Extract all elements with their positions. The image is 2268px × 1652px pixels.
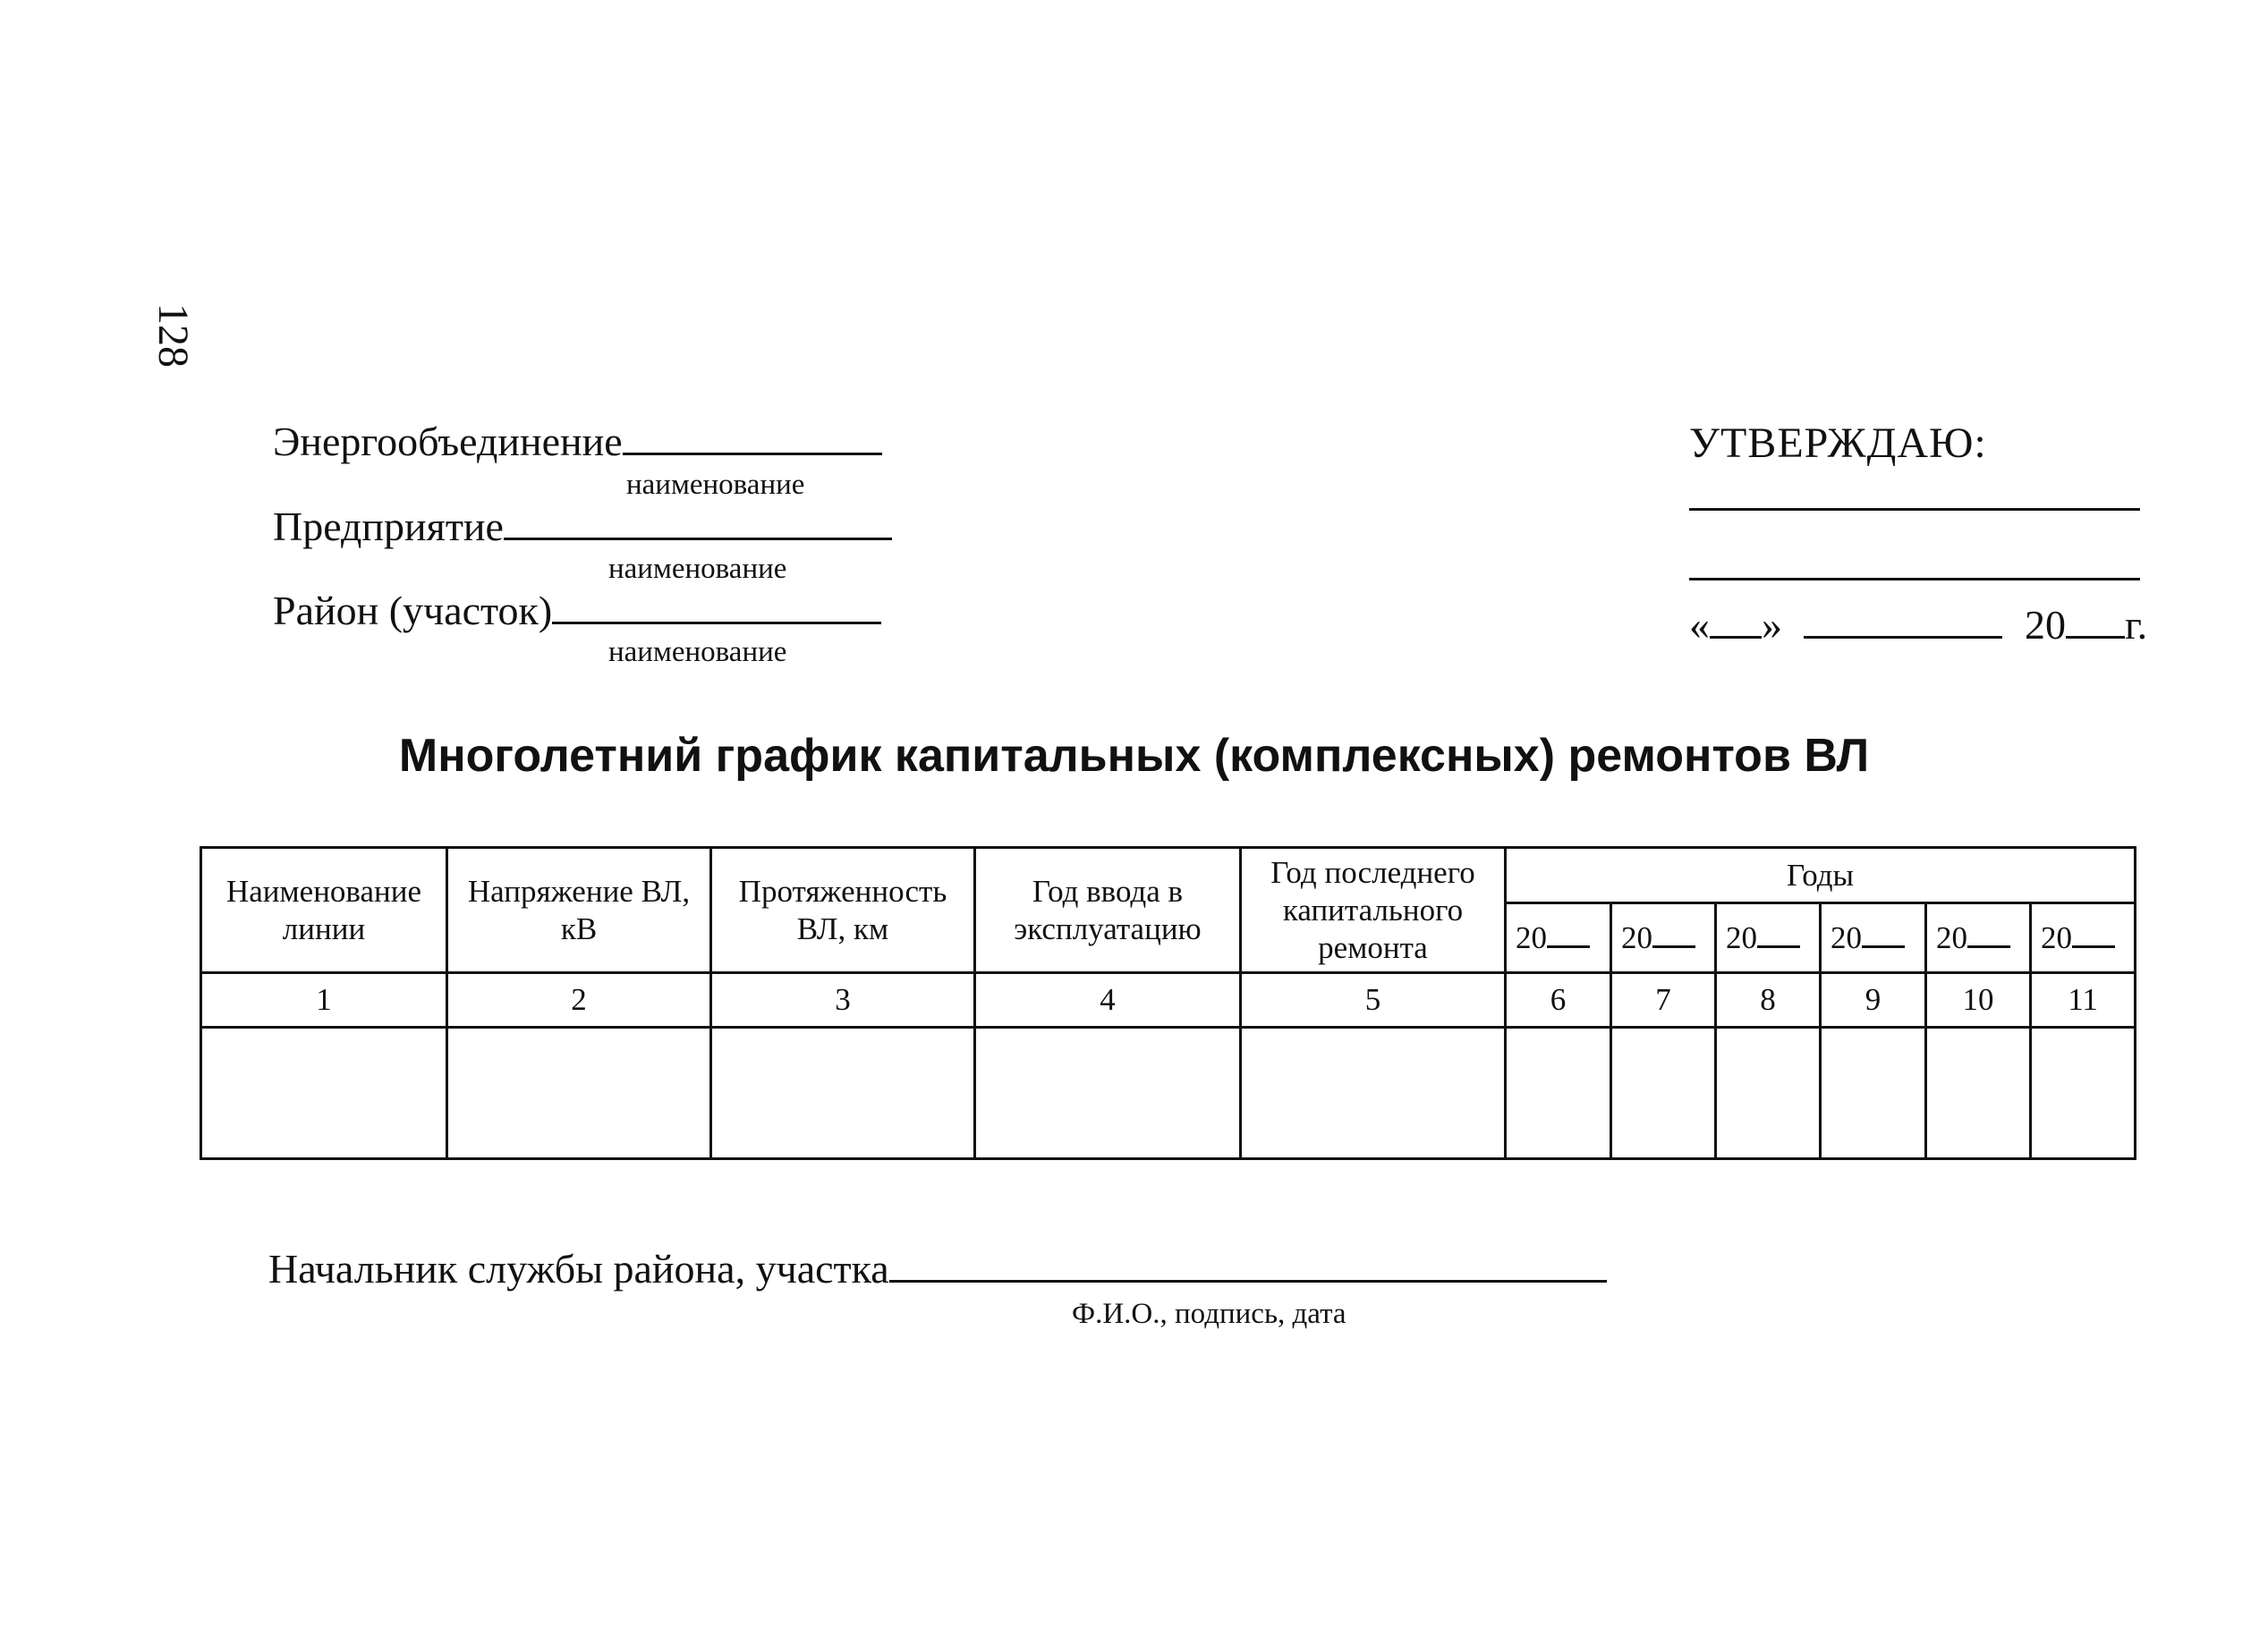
table-cell xyxy=(711,1028,975,1159)
table-row xyxy=(201,1028,2136,1159)
header-length: Протяженность ВЛ, км xyxy=(711,848,975,973)
enterprise-field xyxy=(273,503,892,550)
column-number: 5 xyxy=(1241,973,1506,1028)
column-number: 11 xyxy=(2031,973,2136,1028)
column-number: 8 xyxy=(1716,973,1821,1028)
approval-line-1 xyxy=(1689,508,2140,511)
year-cell: 20 xyxy=(1926,903,2031,973)
energy-association-caption: наименование xyxy=(626,469,805,501)
document-title: Многолетний график капитальных (комплексных) ремонтов ВЛ xyxy=(398,730,1870,782)
header-last-repair-year: Год последнего капитального ремонта xyxy=(1241,848,1506,973)
district-field xyxy=(273,587,881,634)
column-number: 10 xyxy=(1926,973,2031,1028)
column-number: 2 xyxy=(447,973,711,1028)
signature-caption: Ф.И.О., подпись, дата xyxy=(1072,1298,1346,1330)
table-cell xyxy=(1506,1028,1611,1159)
signature-label: Начальник службы района, участка xyxy=(268,1246,889,1292)
year-cell: 20 xyxy=(1506,903,1611,973)
year-cell: 20 xyxy=(2031,903,2136,973)
header-line-name: Наименование линии xyxy=(201,848,447,973)
header-years-group: Годы xyxy=(1506,848,2136,903)
month-blank xyxy=(1804,604,2002,639)
table-cell xyxy=(1241,1028,1506,1159)
year-cell: 20 xyxy=(1821,903,1926,973)
table-cell xyxy=(1821,1028,1926,1159)
year-cell: 20 xyxy=(1716,903,1821,973)
column-number: 4 xyxy=(975,973,1241,1028)
enterprise-line xyxy=(504,504,892,540)
quote-close: » xyxy=(1762,602,1782,648)
district-line xyxy=(552,588,881,624)
energy-association-field xyxy=(273,418,882,465)
energy-association-label: Энергообъединение xyxy=(273,419,623,464)
approval-date xyxy=(1689,601,2147,648)
table-cell xyxy=(1716,1028,1821,1159)
column-number: 3 xyxy=(711,973,975,1028)
quote-open: « xyxy=(1689,602,1710,648)
enterprise-caption: наименование xyxy=(608,553,787,585)
column-number: 1 xyxy=(201,973,447,1028)
enterprise-label: Предприятие xyxy=(273,504,504,549)
district-caption: наименование xyxy=(608,636,787,668)
column-number: 7 xyxy=(1611,973,1716,1028)
table-cell xyxy=(447,1028,711,1159)
year-blank xyxy=(2066,604,2125,639)
header-voltage: Напряжение ВЛ, кВ xyxy=(447,848,711,973)
year-cell: 20 xyxy=(1611,903,1716,973)
table-cell xyxy=(201,1028,447,1159)
approval-title: УТВЕРЖДАЮ: xyxy=(1689,419,1987,467)
table-cell xyxy=(975,1028,1241,1159)
approval-line-2 xyxy=(1689,578,2140,580)
signature-line xyxy=(889,1246,1607,1283)
column-number-row xyxy=(201,973,2136,1028)
header-commission-year: Год ввода в эксплуатацию xyxy=(975,848,1241,973)
signature-field xyxy=(268,1245,1607,1292)
energy-association-line xyxy=(623,419,882,455)
column-number: 6 xyxy=(1506,973,1611,1028)
district-label: Район (участок) xyxy=(273,588,553,633)
page-number: 128 xyxy=(149,303,197,368)
year-prefix: 20 xyxy=(2025,602,2066,648)
year-suffix: г. xyxy=(2125,602,2148,648)
table-cell xyxy=(1611,1028,1716,1159)
repair-schedule-table xyxy=(200,846,2136,1160)
day-blank xyxy=(1710,604,1762,639)
column-number: 9 xyxy=(1821,973,1926,1028)
table-cell xyxy=(2031,1028,2136,1159)
table-cell xyxy=(1926,1028,2031,1159)
